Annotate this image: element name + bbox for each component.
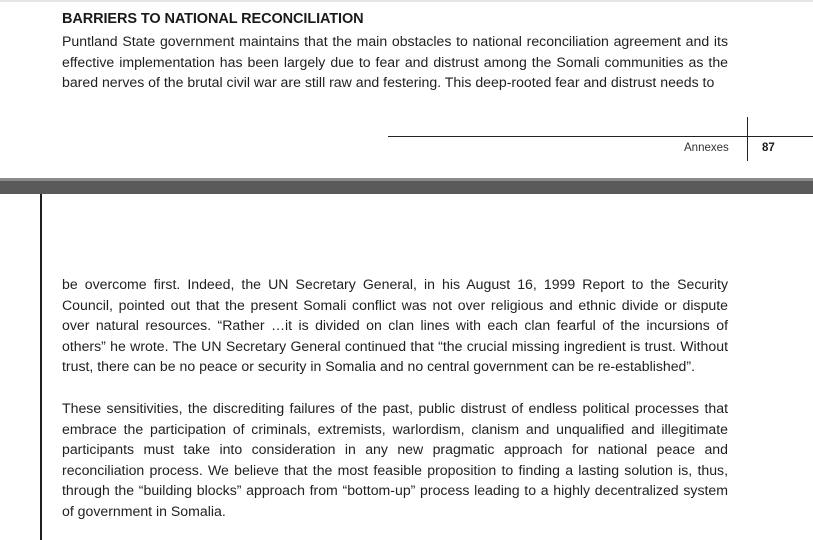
margin-rule	[40, 194, 42, 540]
top-page	[0, 0, 813, 178]
footer-section-label: Annexes	[684, 142, 729, 154]
intro-paragraph: Puntland State government maintains that the main obstacles to national reconciliation agreement and its effective implementation has been largely due to fear and distrust among the Somali communities as the bared nerves of the brutal civil war are still raw and festering. This deep-rooted fear and distrust needs to	[62, 33, 728, 91]
page-edge	[0, 0, 813, 2]
section-heading: BARRIERS TO NATIONAL RECONCILIATION	[62, 11, 364, 27]
page-gap-highlight	[0, 178, 813, 181]
bottom-page	[0, 194, 813, 540]
footer-rule	[388, 136, 813, 137]
body-paragraph-2: These sensitivities, the discrediting failures of the past, public distrust of endless political processes that embrace the participation of criminals, extremists, warlordism, clanism and unqualified and illegitimate participants must take into consideration in any new pragmatic approach for national peace and reconciliation process. We believe that the most feasible proposition to finding a lasting solution is, thus, through the “building blocks” approach from “bottom-up” process leading to a highly decentralized system of government in Somalia.	[62, 400, 728, 519]
page-number: 87	[762, 142, 775, 154]
footer-divider	[747, 117, 748, 161]
body-paragraph-1: be overcome first. Indeed, the UN Secretary General, in his August 16, 1999 Report to the Security Council, pointed out that the present Somali conflict was not over religious and ethnic divide or dispute over natural resources. “Rather …it is divided on clan lines with each clan fearful of the incursions of others” he wrote. The UN Secretary General continued that “the crucial missing ingredient is trust. Without trust, there can be no peace or security in Somalia and no central government can be re-established”.	[62, 276, 728, 375]
